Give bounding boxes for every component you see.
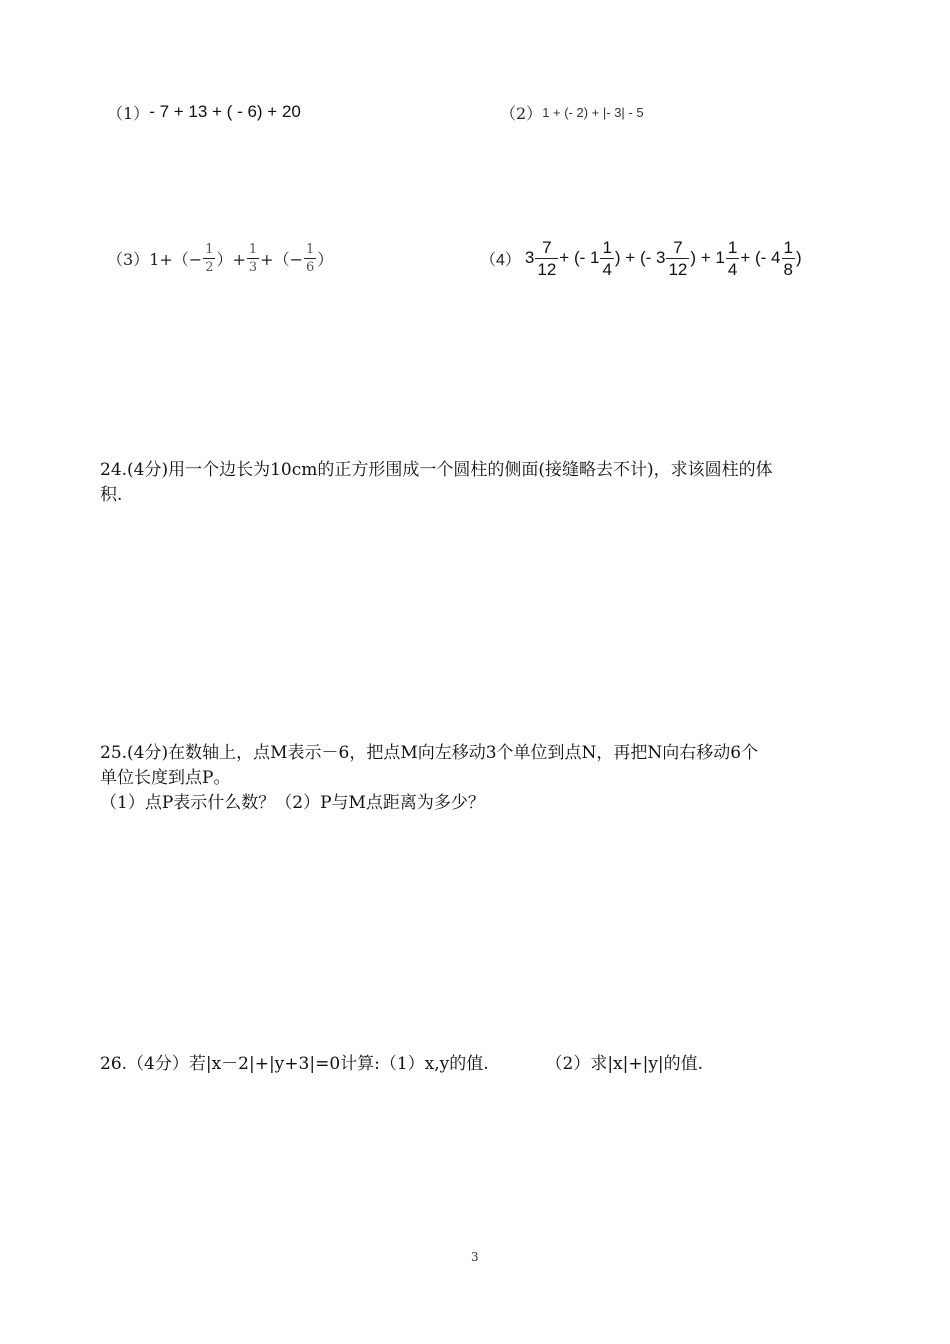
problem-3-middle-1: ）+ <box>216 249 246 269</box>
question-25 <box>100 741 758 816</box>
fraction-denominator: 2 <box>205 259 214 275</box>
problem-4-fraction-3 <box>666 239 689 278</box>
question-25-line-3: （1）点P表示什么数？（2）P与M点距离为多少？ <box>100 793 485 813</box>
fraction-denominator: 8 <box>783 259 793 279</box>
problem-3-fraction-2 <box>247 243 259 274</box>
question-26 <box>100 1052 703 1077</box>
problem-2-label: （2） <box>500 103 543 123</box>
problem-4-label: （4） <box>480 251 521 269</box>
question-26-part-2: （2）求|x|+|y|的值. <box>545 1054 704 1074</box>
problem-3 <box>107 236 333 280</box>
fraction-denominator: 4 <box>727 259 738 279</box>
problem-1-label: （1） <box>107 103 150 123</box>
problem-4-fraction-1 <box>535 239 558 278</box>
problem-3-fraction-1 <box>203 243 215 274</box>
fraction-numerator: 7 <box>542 237 552 257</box>
problem-1 <box>107 100 301 124</box>
problem-4 <box>480 234 802 282</box>
problem-3-prefix: 1+（− <box>149 249 203 269</box>
problem-4-fraction-4 <box>726 239 739 278</box>
problem-3-label: （3） <box>107 249 150 269</box>
problem-3-fraction-3 <box>304 243 316 274</box>
fraction-numerator: 1 <box>727 237 738 257</box>
problem-4-whole-1: 3 <box>524 248 535 267</box>
question-26-part-1: 26.（4分）若|x－2|+|y+3|=0计算:（1）x,y的值. <box>100 1054 489 1074</box>
fraction-denominator: 6 <box>306 259 315 275</box>
problem-4-operator-2: ) + (- 3 <box>614 248 666 267</box>
fraction-numerator: 1 <box>783 237 793 257</box>
problem-4-operator-3: ) + 1 <box>690 248 725 267</box>
question-25-line-1: 25.(4分)在数轴上，点M表示－6，把点M向左移动3个单位到点N，再把N向右移动6个 <box>100 743 759 763</box>
fraction-denominator: 12 <box>668 259 688 279</box>
problem-2 <box>500 100 644 124</box>
problem-3-suffix: ） <box>317 249 334 269</box>
problem-2-expression: 1 + (- 2) + |- 3| - 5 <box>542 104 644 120</box>
fraction-numerator: 1 <box>205 241 214 257</box>
page-number: 3 <box>471 1250 479 1264</box>
fraction-denominator: 12 <box>537 259 557 279</box>
problem-4-fraction-2 <box>600 239 613 278</box>
problem-1-expression: - 7 + 13 + ( - 6) + 20 <box>149 102 301 121</box>
problem-4-operator-5: ) <box>795 248 802 267</box>
fraction-denominator: 3 <box>248 259 258 275</box>
question-24-line-2: 积. <box>100 485 123 505</box>
problem-3-middle-2: +（− <box>260 249 303 269</box>
fraction-numerator: 7 <box>673 237 683 257</box>
problem-4-operator-1: + (- 1 <box>559 248 600 267</box>
fraction-denominator: 4 <box>602 259 612 279</box>
fraction-numerator: 1 <box>248 241 258 257</box>
fraction-numerator: 1 <box>602 237 612 257</box>
fraction-numerator: 1 <box>306 241 315 257</box>
question-24-line-1: 24.(4分)用一个边长为10cm的正方形围成一个圆柱的侧面(接缝略去不计)，求该圆柱的体 <box>100 460 773 480</box>
problem-4-operator-4: + (- 4 <box>740 248 781 267</box>
question-25-line-2: 单位长度到点P。 <box>100 768 231 788</box>
problem-4-fraction-5 <box>782 239 795 278</box>
question-24 <box>100 458 773 508</box>
